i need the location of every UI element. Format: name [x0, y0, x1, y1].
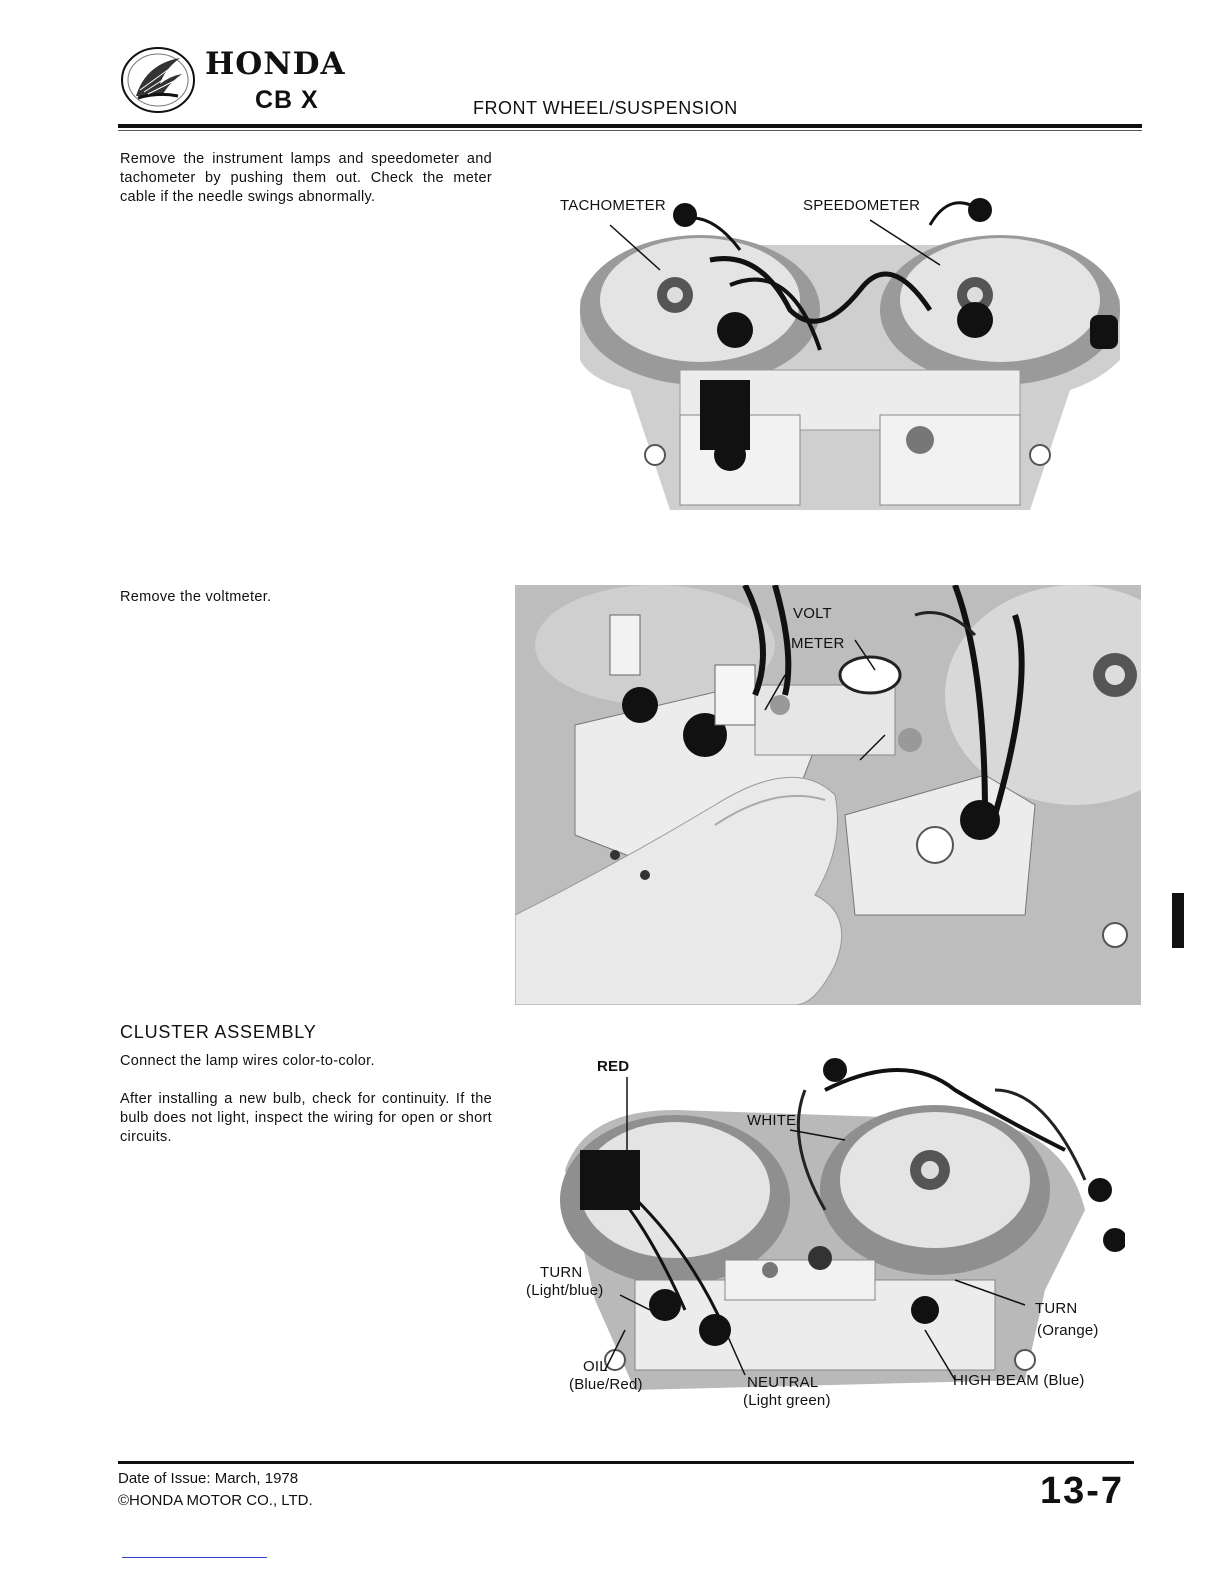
copyright: ©HONDA MOTOR CO., LTD. — [118, 1492, 313, 1509]
label-volt: VOLT — [793, 605, 832, 622]
label-meter: METER — [791, 635, 845, 652]
footnote-rule — [122, 1557, 267, 1558]
section-title: FRONT WHEEL/SUSPENSION — [473, 98, 738, 118]
label-tachometer: TACHOMETER — [560, 197, 666, 214]
instruction-connect-wires: Connect the lamp wires color-to-color. — [120, 1053, 375, 1069]
honda-wing-logo — [118, 44, 198, 116]
cluster-assembly-heading: CLUSTER ASSEMBLY — [120, 1022, 317, 1042]
label-neutral-color: (Light green) — [743, 1392, 831, 1409]
label-speedometer: SPEEDOMETER — [803, 197, 921, 214]
label-turn-right: TURN — [1035, 1300, 1078, 1317]
label-oil: OIL — [583, 1358, 608, 1375]
page-number: 13-7 — [1040, 1470, 1125, 1512]
label-turn-left: TURN — [540, 1264, 583, 1281]
footer-rule — [118, 1461, 1134, 1464]
label-turn-left-color: (Light/blue) — [526, 1282, 604, 1299]
header-rule — [118, 124, 1142, 128]
model-name: CB X — [255, 86, 319, 114]
photo-meter-removal-illustration — [560, 190, 1140, 525]
photo-cluster-assembly — [525, 1030, 1125, 1430]
header-rule-thin — [118, 130, 1142, 131]
photo-meter-removal — [560, 190, 1140, 525]
issue-date: Date of Issue: March, 1978 — [118, 1470, 299, 1487]
instruction-check-continuity: After installing a new bulb, check for continuity. If the bulb does not light, inspect the wiring for open or short circuits. — [120, 1091, 492, 1145]
label-oil-color: (Blue/Red) — [569, 1376, 643, 1393]
photo-cluster-assembly-illustration — [525, 1030, 1125, 1430]
label-turn-right-color: (Orange) — [1037, 1322, 1099, 1339]
label-white: WHITE — [747, 1112, 797, 1129]
section-edge-tab — [1172, 893, 1184, 948]
photo-voltmeter-removal — [515, 585, 1141, 1005]
label-neutral: NEUTRAL — [747, 1374, 819, 1391]
label-red: RED — [597, 1058, 630, 1075]
instruction-remove-meters: Remove the instrument lamps and speedometer and tachometer by pushing them out. Check the meter cable if the needle swings abnormally. — [120, 151, 492, 205]
label-high-beam: HIGH BEAM (Blue) — [953, 1372, 1085, 1389]
brand-name: HONDA — [205, 46, 346, 82]
instruction-remove-voltmeter: Remove the voltmeter. — [120, 589, 272, 605]
